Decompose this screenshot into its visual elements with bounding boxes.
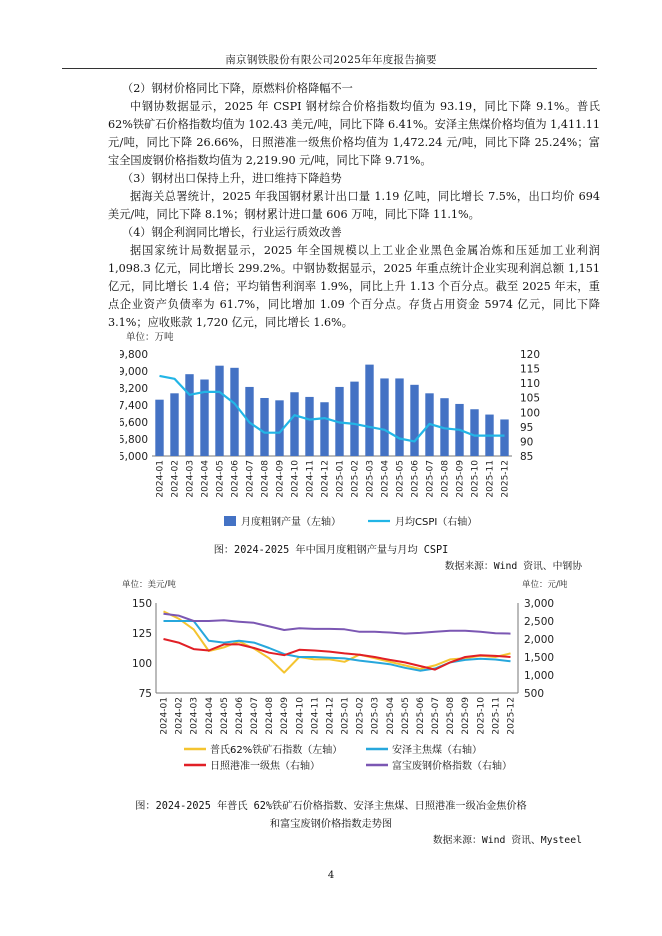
chart2-x-tick: 2025-05 bbox=[400, 697, 411, 735]
paragraph-prices: 中钢协数据显示，2025 年 CSPI 钢材综合价格指数均值为 93.19，同比下降 9.1%。普氏 62%铁矿石价格指数均值为 102.43 美元/吨，同比下降 6.41%。安泽主焦煤价格均值为 1,411.11 元/吨，同比下降 26.66%，日照港准一级焦价格均值为 1,472.24 元/吨，同比下降 25.24%；富宝全国废钢价格指数均值为 2,219.90 元/吨，同比下降 9.71%。 bbox=[108, 100, 600, 167]
chart2-legend-label-3: 富宝废钢价格指数（右轴） bbox=[392, 761, 512, 772]
chart2-right-tick: 2,500 bbox=[524, 616, 555, 628]
chart1-x-tick: 2024-04 bbox=[200, 460, 211, 498]
chart1-x-tick: 2025-09 bbox=[455, 460, 466, 498]
chart1-bar bbox=[260, 398, 268, 456]
chart-raw-material-prices bbox=[108, 575, 588, 794]
chart1-left-tick: 6,600 bbox=[120, 417, 148, 429]
chart1-bar bbox=[500, 419, 508, 456]
chart2-right-tick: 1,500 bbox=[524, 652, 555, 664]
chart1-left-tick: 8,200 bbox=[120, 383, 148, 395]
chart1-x-tick: 2025-11 bbox=[485, 460, 496, 498]
chart2-x-tick: 2025-04 bbox=[385, 697, 396, 735]
chart2-x-tick: 2025-11 bbox=[491, 697, 502, 735]
chart2-x-tick: 2025-03 bbox=[370, 697, 381, 735]
chart2-x-tick: 2025-01 bbox=[340, 697, 351, 735]
chart1-right-tick: 90 bbox=[520, 436, 534, 449]
chart2-caption-line2: 和富宝废钢价格指数走势图 bbox=[269, 819, 393, 830]
chart2-left-tick: 100 bbox=[131, 658, 152, 670]
chart1-bar bbox=[470, 409, 478, 456]
section-title-profit: （4）钢企利润同比增长，行业运行质效改善 bbox=[122, 226, 342, 239]
chart1-x-tick: 2024-08 bbox=[260, 460, 271, 498]
chart2-source: 数据来源：Wind 资讯、Mysteel bbox=[432, 835, 582, 846]
chart1-x-tick: 2024-07 bbox=[245, 460, 256, 498]
chart1-bar bbox=[410, 385, 418, 456]
chart2-x-tick: 2024-11 bbox=[310, 697, 321, 735]
chart1-x-tick: 2025-02 bbox=[350, 460, 361, 498]
chart1-x-tick: 2025-01 bbox=[335, 460, 346, 498]
chart1-x-tick: 2025-04 bbox=[380, 460, 391, 498]
chart1-source: 数据来源：Wind 资讯、中钢协 bbox=[444, 561, 582, 572]
paragraph-trade: 据海关总署统计，2025 年我国钢材累计出口量 1.19 亿吨，同比增长 7.5%，出口均价 694 美元/吨，同比下降 8.1%；钢材累计进口量 606 万吨，同比下降 11.1%。 bbox=[108, 190, 600, 221]
chart2-right-tick: 1,000 bbox=[524, 670, 555, 682]
section-title-prices: （2）钢材价格同比下降，原燃料价格降幅不一 bbox=[122, 82, 353, 95]
chart1-left-tick: 9,000 bbox=[120, 366, 148, 378]
chart1-x-tick: 2025-08 bbox=[440, 460, 451, 498]
chart1-bar bbox=[170, 393, 178, 456]
chart2-x-tick: 2024-05 bbox=[219, 697, 230, 735]
chart2-x-tick: 2024-08 bbox=[265, 697, 276, 735]
chart1-x-tick: 2025-06 bbox=[410, 460, 421, 498]
chart2-right-tick: 500 bbox=[524, 688, 545, 700]
chart2-x-tick: 2024-09 bbox=[280, 697, 291, 735]
chart1-x-tick: 2024-03 bbox=[185, 460, 196, 498]
header-divider bbox=[62, 68, 597, 69]
chart1-x-tick: 2024-02 bbox=[170, 460, 181, 498]
chart2-right-tick: 3,000 bbox=[524, 598, 555, 610]
chart2-x-tick: 2024-06 bbox=[234, 697, 245, 735]
chart2-x-tick: 2024-04 bbox=[204, 697, 215, 735]
chart1-right-tick: 105 bbox=[520, 392, 541, 405]
chart1-x-tick: 2024-10 bbox=[290, 460, 301, 498]
chart2-x-tick: 2024-07 bbox=[250, 697, 261, 735]
chart2-right-tick: 2,000 bbox=[524, 634, 555, 646]
chart1-left-tick: 5,800 bbox=[120, 434, 148, 446]
chart1-right-tick: 110 bbox=[520, 378, 541, 391]
chart1-bar bbox=[155, 400, 163, 456]
chart1-x-tick: 2024-06 bbox=[230, 460, 241, 498]
chart1-bar bbox=[395, 378, 403, 456]
chart2-series-line-2 bbox=[164, 639, 511, 670]
chart2-x-tick: 2025-02 bbox=[355, 697, 366, 735]
chart2-left-tick: 150 bbox=[131, 598, 152, 610]
chart1-x-tick: 2025-03 bbox=[365, 460, 376, 498]
chart2-unit-left: 单位：美元/吨 bbox=[122, 580, 176, 590]
chart1-x-tick: 2024-01 bbox=[155, 460, 166, 498]
chart1-bar bbox=[380, 378, 388, 456]
page-header: 南京钢铁股份有限公司2025年年度报告摘要 bbox=[225, 54, 437, 66]
chart1-right-tick: 120 bbox=[520, 349, 541, 361]
chart1-x-tick: 2024-11 bbox=[305, 460, 316, 498]
chart2-series-line-3 bbox=[164, 614, 511, 634]
chart1-bar bbox=[305, 397, 313, 456]
chart1-bar bbox=[185, 374, 193, 456]
chart1-svg bbox=[120, 328, 560, 538]
chart2-x-tick: 2024-02 bbox=[174, 697, 185, 735]
chart2-x-tick: 2024-12 bbox=[325, 697, 336, 735]
chart2-x-tick: 2024-10 bbox=[295, 697, 306, 735]
chart1-right-tick: 100 bbox=[520, 407, 541, 420]
chart1-left-tick: 7,400 bbox=[120, 400, 148, 412]
chart2-svg bbox=[108, 575, 588, 790]
chart2-x-tick: 2025-12 bbox=[506, 697, 517, 735]
chart1-x-tick: 2025-12 bbox=[500, 460, 511, 498]
chart1-x-tick: 2025-05 bbox=[395, 460, 406, 498]
chart1-unit-label: 单位：万吨 bbox=[126, 332, 174, 343]
chart1-bar bbox=[290, 392, 298, 456]
chart2-x-tick: 2025-08 bbox=[446, 697, 457, 735]
chart1-cspi-line bbox=[160, 376, 505, 442]
chart1-x-tick: 2025-07 bbox=[425, 460, 436, 498]
chart2-x-tick: 2024-01 bbox=[159, 697, 170, 735]
section-title-trade: （3）钢材出口保持上升，进口维持下降趋势 bbox=[122, 172, 342, 185]
chart1-left-tick: 5,000 bbox=[120, 451, 148, 463]
chart2-x-tick: 2025-06 bbox=[415, 697, 426, 735]
report-body bbox=[108, 80, 600, 332]
chart1-bar bbox=[365, 365, 373, 456]
paragraph-profit: 据国家统计局数据显示，2025 年全国规模以上工业企业黑色金属冶炼和压延加工业利润 1,098.3 亿元，同比增长 299.2%。中钢协数据显示，2025 年重点统计企业实现利润总额 1,151 亿元，同比增长 1.4 倍；平均销售利润率 1.9%，同比上升 1.13 个百分点。截至 2025 年末，重点企业资产负债率为 61.7%，同比增加 1.09 个百分点。存货占用资金 5974 亿元，同比下降 3.1%；应收账款 1,720 亿元，同比增长 1.6%。 bbox=[108, 244, 600, 329]
chart1-right-tick: 95 bbox=[520, 421, 534, 434]
chart1-right-tick: 85 bbox=[520, 451, 534, 463]
chart2-x-tick: 2025-09 bbox=[461, 697, 472, 735]
chart2-x-tick: 2025-07 bbox=[431, 697, 442, 735]
chart2-legend-label-0: 普氏62%铁矿石指数（左轴） bbox=[210, 745, 343, 756]
chart2-x-tick: 2025-10 bbox=[476, 697, 487, 735]
chart1-legend-line-label: 月均CSPI（右轴） bbox=[395, 517, 478, 528]
chart-steel-output-cspi bbox=[120, 328, 560, 542]
chart2-x-tick: 2024-03 bbox=[189, 697, 200, 735]
chart1-left-tick: 9,800 bbox=[120, 349, 148, 361]
chart2-unit-right: 单位：元/吨 bbox=[522, 580, 568, 590]
chart1-x-tick: 2025-10 bbox=[470, 460, 481, 498]
chart1-x-tick: 2024-12 bbox=[320, 460, 331, 498]
chart1-bar bbox=[215, 366, 223, 456]
chart1-bar bbox=[230, 368, 238, 456]
chart1-bar bbox=[350, 382, 358, 456]
chart1-legend-bar-label: 月度粗钢产量（左轴） bbox=[241, 517, 341, 528]
chart2-legend-label-1: 安泽主焦煤（右轴） bbox=[392, 745, 482, 756]
chart1-caption: 图：2024-2025 年中国月度粗钢产量与月均 CSPI bbox=[213, 545, 449, 556]
chart2-caption-line1: 图：2024-2025 年普氏 62%铁矿石价格指数、安泽主焦煤、日照港准一级冶金焦价格 bbox=[135, 801, 527, 812]
chart1-x-tick: 2024-09 bbox=[275, 460, 286, 498]
chart2-legend-label-2: 日照港准一级焦（右轴） bbox=[210, 761, 320, 772]
chart1-x-tick: 2024-05 bbox=[215, 460, 226, 498]
chart2-left-tick: 75 bbox=[138, 688, 152, 700]
page-number: 4 bbox=[327, 870, 335, 881]
chart1-right-tick: 115 bbox=[520, 363, 541, 376]
chart1-legend-bar-swatch bbox=[224, 516, 236, 526]
chart2-left-tick: 125 bbox=[131, 628, 152, 640]
chart1-bar bbox=[320, 402, 328, 456]
